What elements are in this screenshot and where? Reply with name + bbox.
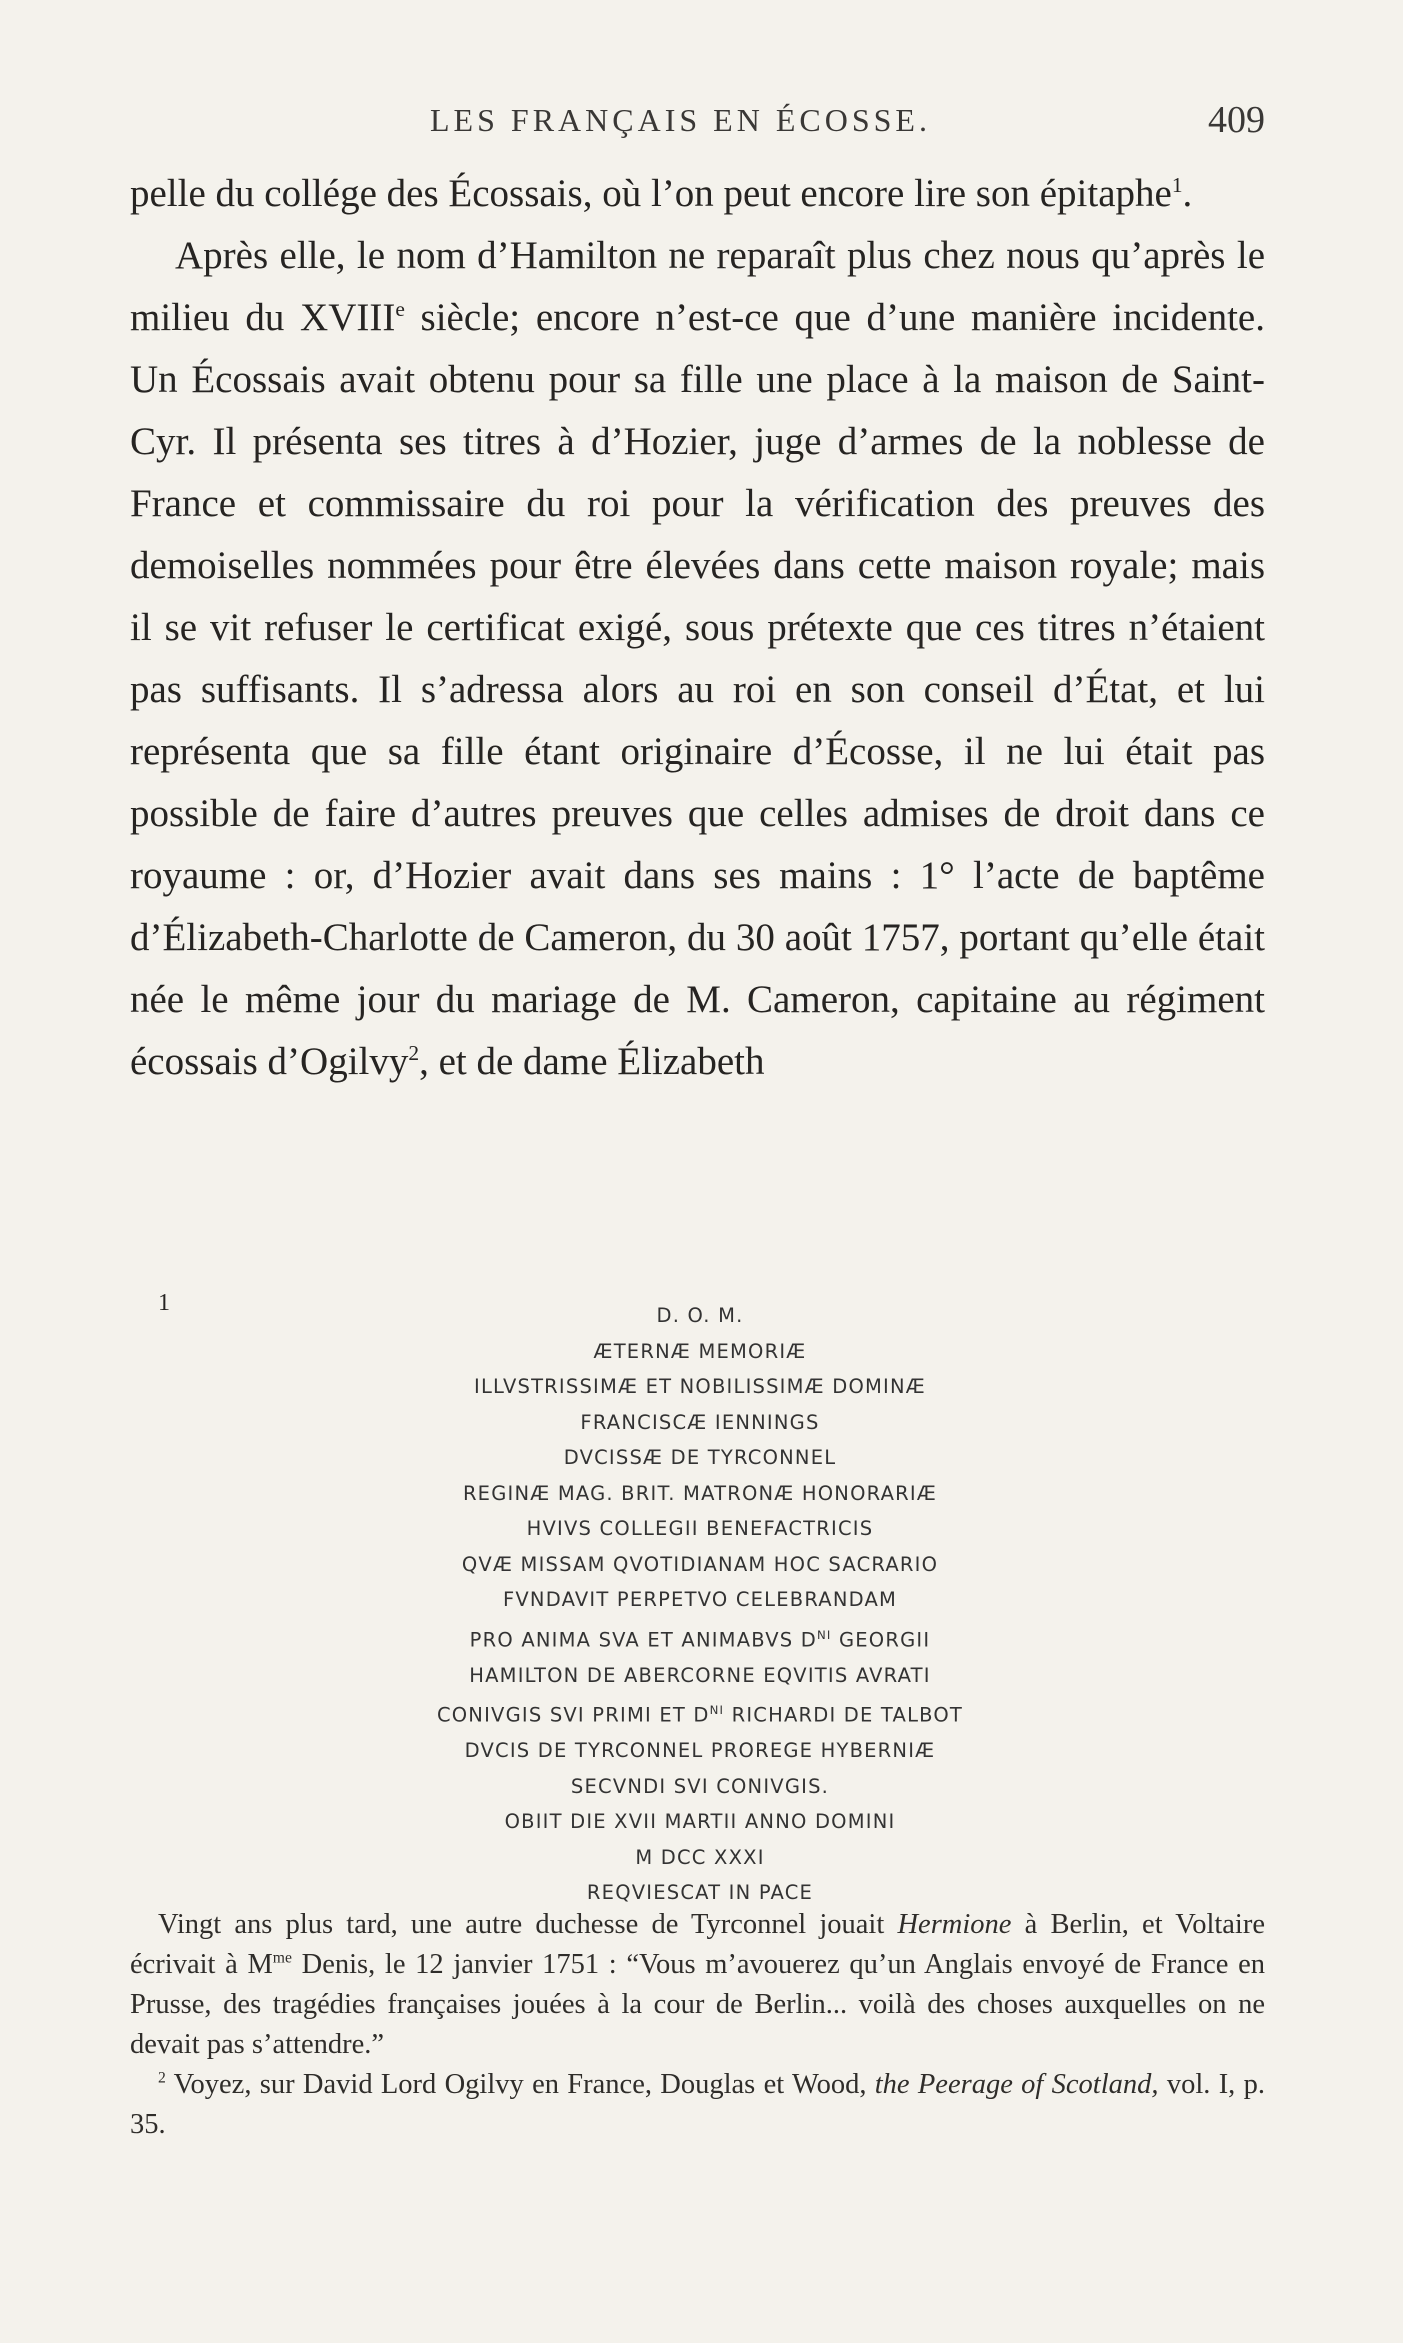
epitaph-superscript: NI — [709, 1703, 725, 1717]
epitaph-line-part: CONIVGIS SVI PRIMI ET D — [436, 1703, 710, 1727]
epitaph-line — [130, 1693, 1270, 1733]
body-text — [130, 163, 1265, 1093]
epitaph-line: FVNDAVIT PERPETVO CELEBRANDAM — [502, 1588, 898, 1611]
running-title: LES FRANÇAIS EN ÉCOSSE. — [430, 102, 931, 138]
epitaph-line: REQVIESCAT IN PACE — [586, 1881, 814, 1904]
footnote-1-continuation — [130, 1905, 1265, 2065]
epitaph-line: QVÆ MISSAM QVOTIDIANAM HOC SACRARIO — [461, 1552, 939, 1576]
page-number: 409 — [1208, 99, 1265, 141]
footnote-1-epitaph — [130, 1290, 1270, 1911]
epitaph-superscript: NI — [816, 1627, 832, 1642]
footnote-ref-2: 2 — [408, 1041, 420, 1065]
epitaph-line: SECVNDI SVI CONIVGIS. — [570, 1774, 830, 1798]
century-superscript: e — [395, 297, 405, 321]
epitaph-line: HAMILTON DE ABERCORNE EQVITIS AVRATI — [469, 1663, 931, 1687]
paragraph-1-text: pelle du collége des Écossais, où l’on peut encore lire son épitaphe — [130, 172, 1172, 215]
madame-superscript: me — [272, 1949, 292, 1967]
epitaph-line-part: GEORGII — [831, 1628, 931, 1651]
epitaph-inscription — [130, 1298, 1270, 1911]
epitaph-line: ÆTERNÆ MEMORIÆ — [593, 1339, 807, 1363]
epitaph-line: DVCISSÆ DE TYRCONNEL — [563, 1446, 837, 1469]
peerage-title: the Peerage of Scotland, — [874, 2069, 1159, 2100]
paragraph-2-text-a: Après elle, le nom d’Hamilton ne reparaît plus chez nous qu’après le milieu du XVIII — [130, 234, 1265, 339]
footnote-2-marker: 2 — [158, 2069, 166, 2087]
footnote-2 — [130, 2065, 1265, 2145]
footnote-1-marker: 1 — [158, 1290, 170, 1316]
paragraph-1 — [130, 163, 1265, 225]
play-title: Hermione — [897, 1909, 1012, 1940]
footnotes — [130, 1905, 1265, 2145]
epitaph-line-part: PRO ANIMA SVA ET ANIMABVS D — [469, 1628, 817, 1651]
footnote-1-text-b: à Berlin, et Voltaire écrivait à M — [130, 1909, 1265, 1980]
paragraph-1-end: . — [1182, 172, 1193, 215]
paragraph-2-text-b: siècle; encore n’est-ce que d’une manière incidente. Un Écossais avait obtenu pour sa fille une place à la maison de Saint-Cyr. Il présenta ses titres à d’Hozier, juge d’armes de la noblesse de France et commissaire du roi pour la vérification des preuves des demoiselles nommées pour être élevées dans cette maison royale; mais il se vit refuser le certificat exigé, sous prétexte que ces titres n’étaient pas suffisants. Il s’adressa alors au roi en son conseil d’État, et lui représenta que sa fille étant originaire d’Écosse, il ne lui était pas possible de faire d’autres preuves que celles admises de droit dans ce royaume : or, d’Hozier avait dans ses mains : 1° l’acte de baptême d’Élizabeth-Charlotte de Cameron, du 30 août 1757, portant qu’elle était née le même jour du mariage de M. Cameron, capitaine au régiment écossais d’Ogilvy — [130, 296, 1265, 1083]
epitaph-line-part: RICHARDI DE TALBOT — [724, 1703, 964, 1727]
paragraph-2-text-c: , et de dame Élizabeth — [419, 1040, 765, 1083]
running-head — [130, 98, 1270, 150]
paragraph-2 — [130, 225, 1265, 1093]
epitaph-line: FRANCISCÆ IENNINGS — [580, 1410, 820, 1434]
epitaph-line: OBIIT DIE XVII MARTII ANNO DOMINI — [504, 1810, 896, 1833]
footnote-2-text-b: vol. I, p. 35. — [130, 2069, 1265, 2140]
footnote-1-text-c: Denis, le 12 janvier 1751 : “Vous m’avouerez qu’un Anglais envoyé de France en Prusse, des tragédies françaises jouées à la cour de Berlin... voilà des choses auxquelles on ne devait pas s’attendre.” — [130, 1949, 1266, 2060]
footnote-ref-1: 1 — [1171, 173, 1183, 197]
epitaph-line: D. O. M. — [656, 1304, 744, 1327]
epitaph-line: M DCC XXXI — [635, 1845, 765, 1869]
epitaph-line: ILLVSTRISSIMÆ ET NOBILISSIMÆ DOMINÆ — [474, 1375, 926, 1398]
epitaph-line — [130, 1618, 1270, 1658]
footnote-2-text-a: Voyez, sur David Lord Ogilvy en France, Douglas et Wood, — [165, 2069, 875, 2100]
footnote-1-text-a: Vingt ans plus tard, une autre duchesse de Tyrconnel jouait — [158, 1909, 898, 1940]
epitaph-line: DVCIS DE TYRCONNEL PROREGE HYBERNIÆ — [464, 1739, 936, 1762]
epitaph-line: HVIVS COLLEGII BENEFACTRICIS — [526, 1517, 874, 1540]
epitaph-line: REGINÆ MAG. BRIT. MATRONÆ HONORARIÆ — [462, 1481, 938, 1505]
